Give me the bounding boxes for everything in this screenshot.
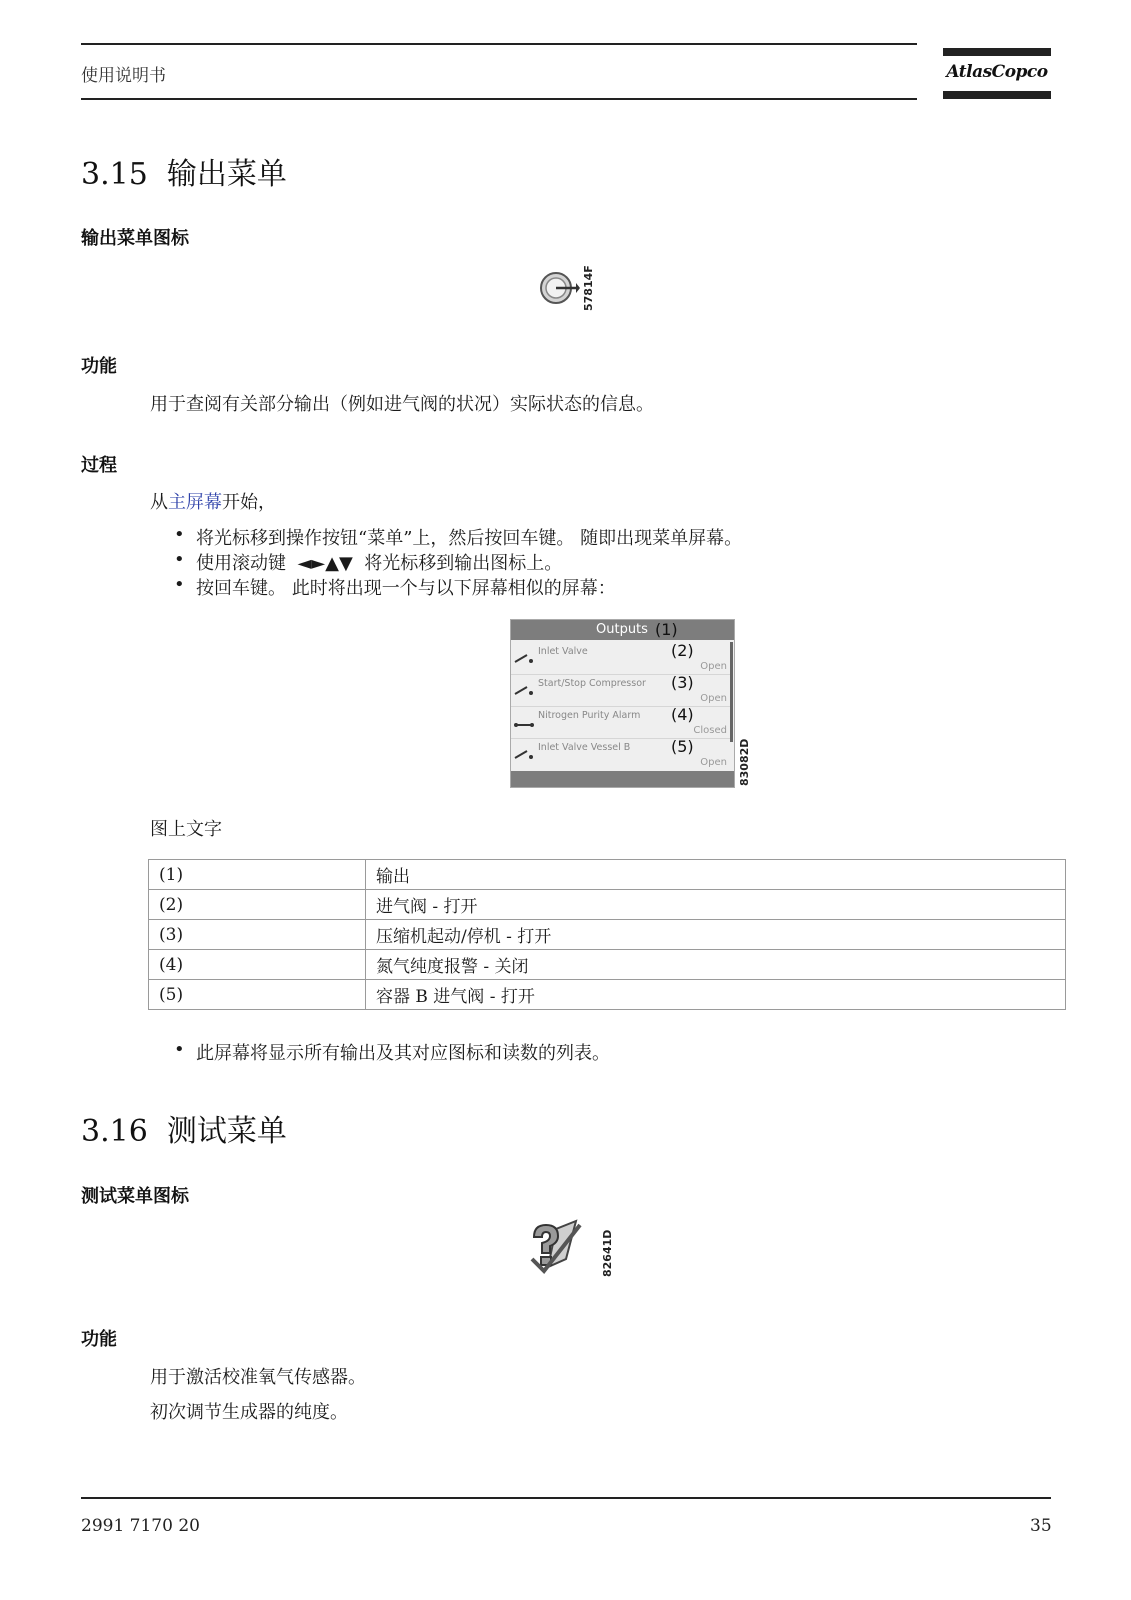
procedure-intro: 从主屏幕开始， — [150, 492, 276, 513]
test-menu-icon — [526, 1219, 586, 1275]
callout-1: (1) — [655, 620, 678, 639]
scrollbar — [730, 642, 733, 742]
table-row: (2) 进气阀 - 打开 — [149, 890, 1066, 920]
test-icon-code: 82641D — [601, 1229, 614, 1277]
table-row: (1) 输出 — [149, 860, 1066, 890]
callout-2: (2) — [671, 641, 694, 660]
outputs-icon-heading: 输出菜单图标 — [81, 228, 189, 249]
switch-open-icon — [513, 684, 535, 696]
table-row: (3) 压缩机起动/停机 - 打开 — [149, 920, 1066, 950]
output-row: Inlet Valve Vessel B Open — [511, 738, 731, 770]
atlas-copco-logo: AtlasCopco — [943, 48, 1051, 100]
switch-closed-icon — [513, 716, 535, 728]
callout-4: (4) — [671, 705, 694, 724]
table-row: (5) 容器 B 进气阀 - 打开 — [149, 980, 1066, 1010]
page-number: 35 — [1030, 1516, 1052, 1536]
footer-rule — [81, 1497, 1051, 1499]
switch-open-icon — [513, 652, 535, 664]
outputs-screen-footer-bar — [511, 771, 734, 787]
test-function-line: 用于激活校准氧气传感器。 — [150, 1367, 366, 1388]
output-row: Inlet Valve Open — [511, 642, 731, 675]
header-title: 使用说明书 — [81, 66, 166, 86]
outputs-screen-title-bar — [511, 620, 734, 640]
table-row: (4) 氮气纯度报警 - 关闭 — [149, 950, 1066, 980]
outputs-function-heading: 功能 — [81, 356, 117, 377]
callout-3: (3) — [671, 673, 694, 692]
header-bottom-rule — [81, 98, 917, 100]
callout-5: (5) — [671, 737, 694, 756]
outputs-screen-title: Outputs — [596, 622, 648, 637]
test-function-line: 初次调节生成器的纯度。 — [150, 1402, 348, 1423]
legend-caption: 图上文字 — [150, 819, 222, 840]
outputs-menu-icon — [540, 268, 580, 308]
section-heading-test: 3.16 测试菜单 — [81, 1114, 287, 1149]
outputs-screen-code: 83082D — [738, 738, 751, 786]
outputs-function-text: 用于查阅有关部分输出（例如进气阀的状况）实际状态的信息。 — [150, 394, 654, 415]
main-screen-link[interactable]: 主屏幕 — [168, 492, 222, 513]
outputs-screen — [510, 619, 735, 788]
output-row: Start/Stop Compressor Open — [511, 674, 731, 707]
section-heading-outputs: 3.15 输出菜单 — [81, 157, 287, 192]
test-function-heading: 功能 — [81, 1329, 117, 1350]
switch-open-icon — [513, 748, 535, 760]
header-top-rule — [81, 43, 917, 45]
outputs-icon-code: 57814F — [582, 265, 595, 311]
test-icon-heading: 测试菜单图标 — [81, 1186, 189, 1207]
doc-number: 2991 7170 20 — [81, 1516, 200, 1536]
output-row: Nitrogen Purity Alarm Closed — [511, 706, 731, 739]
outputs-procedure-heading: 过程 — [81, 455, 117, 476]
legend-table — [148, 859, 1066, 1010]
